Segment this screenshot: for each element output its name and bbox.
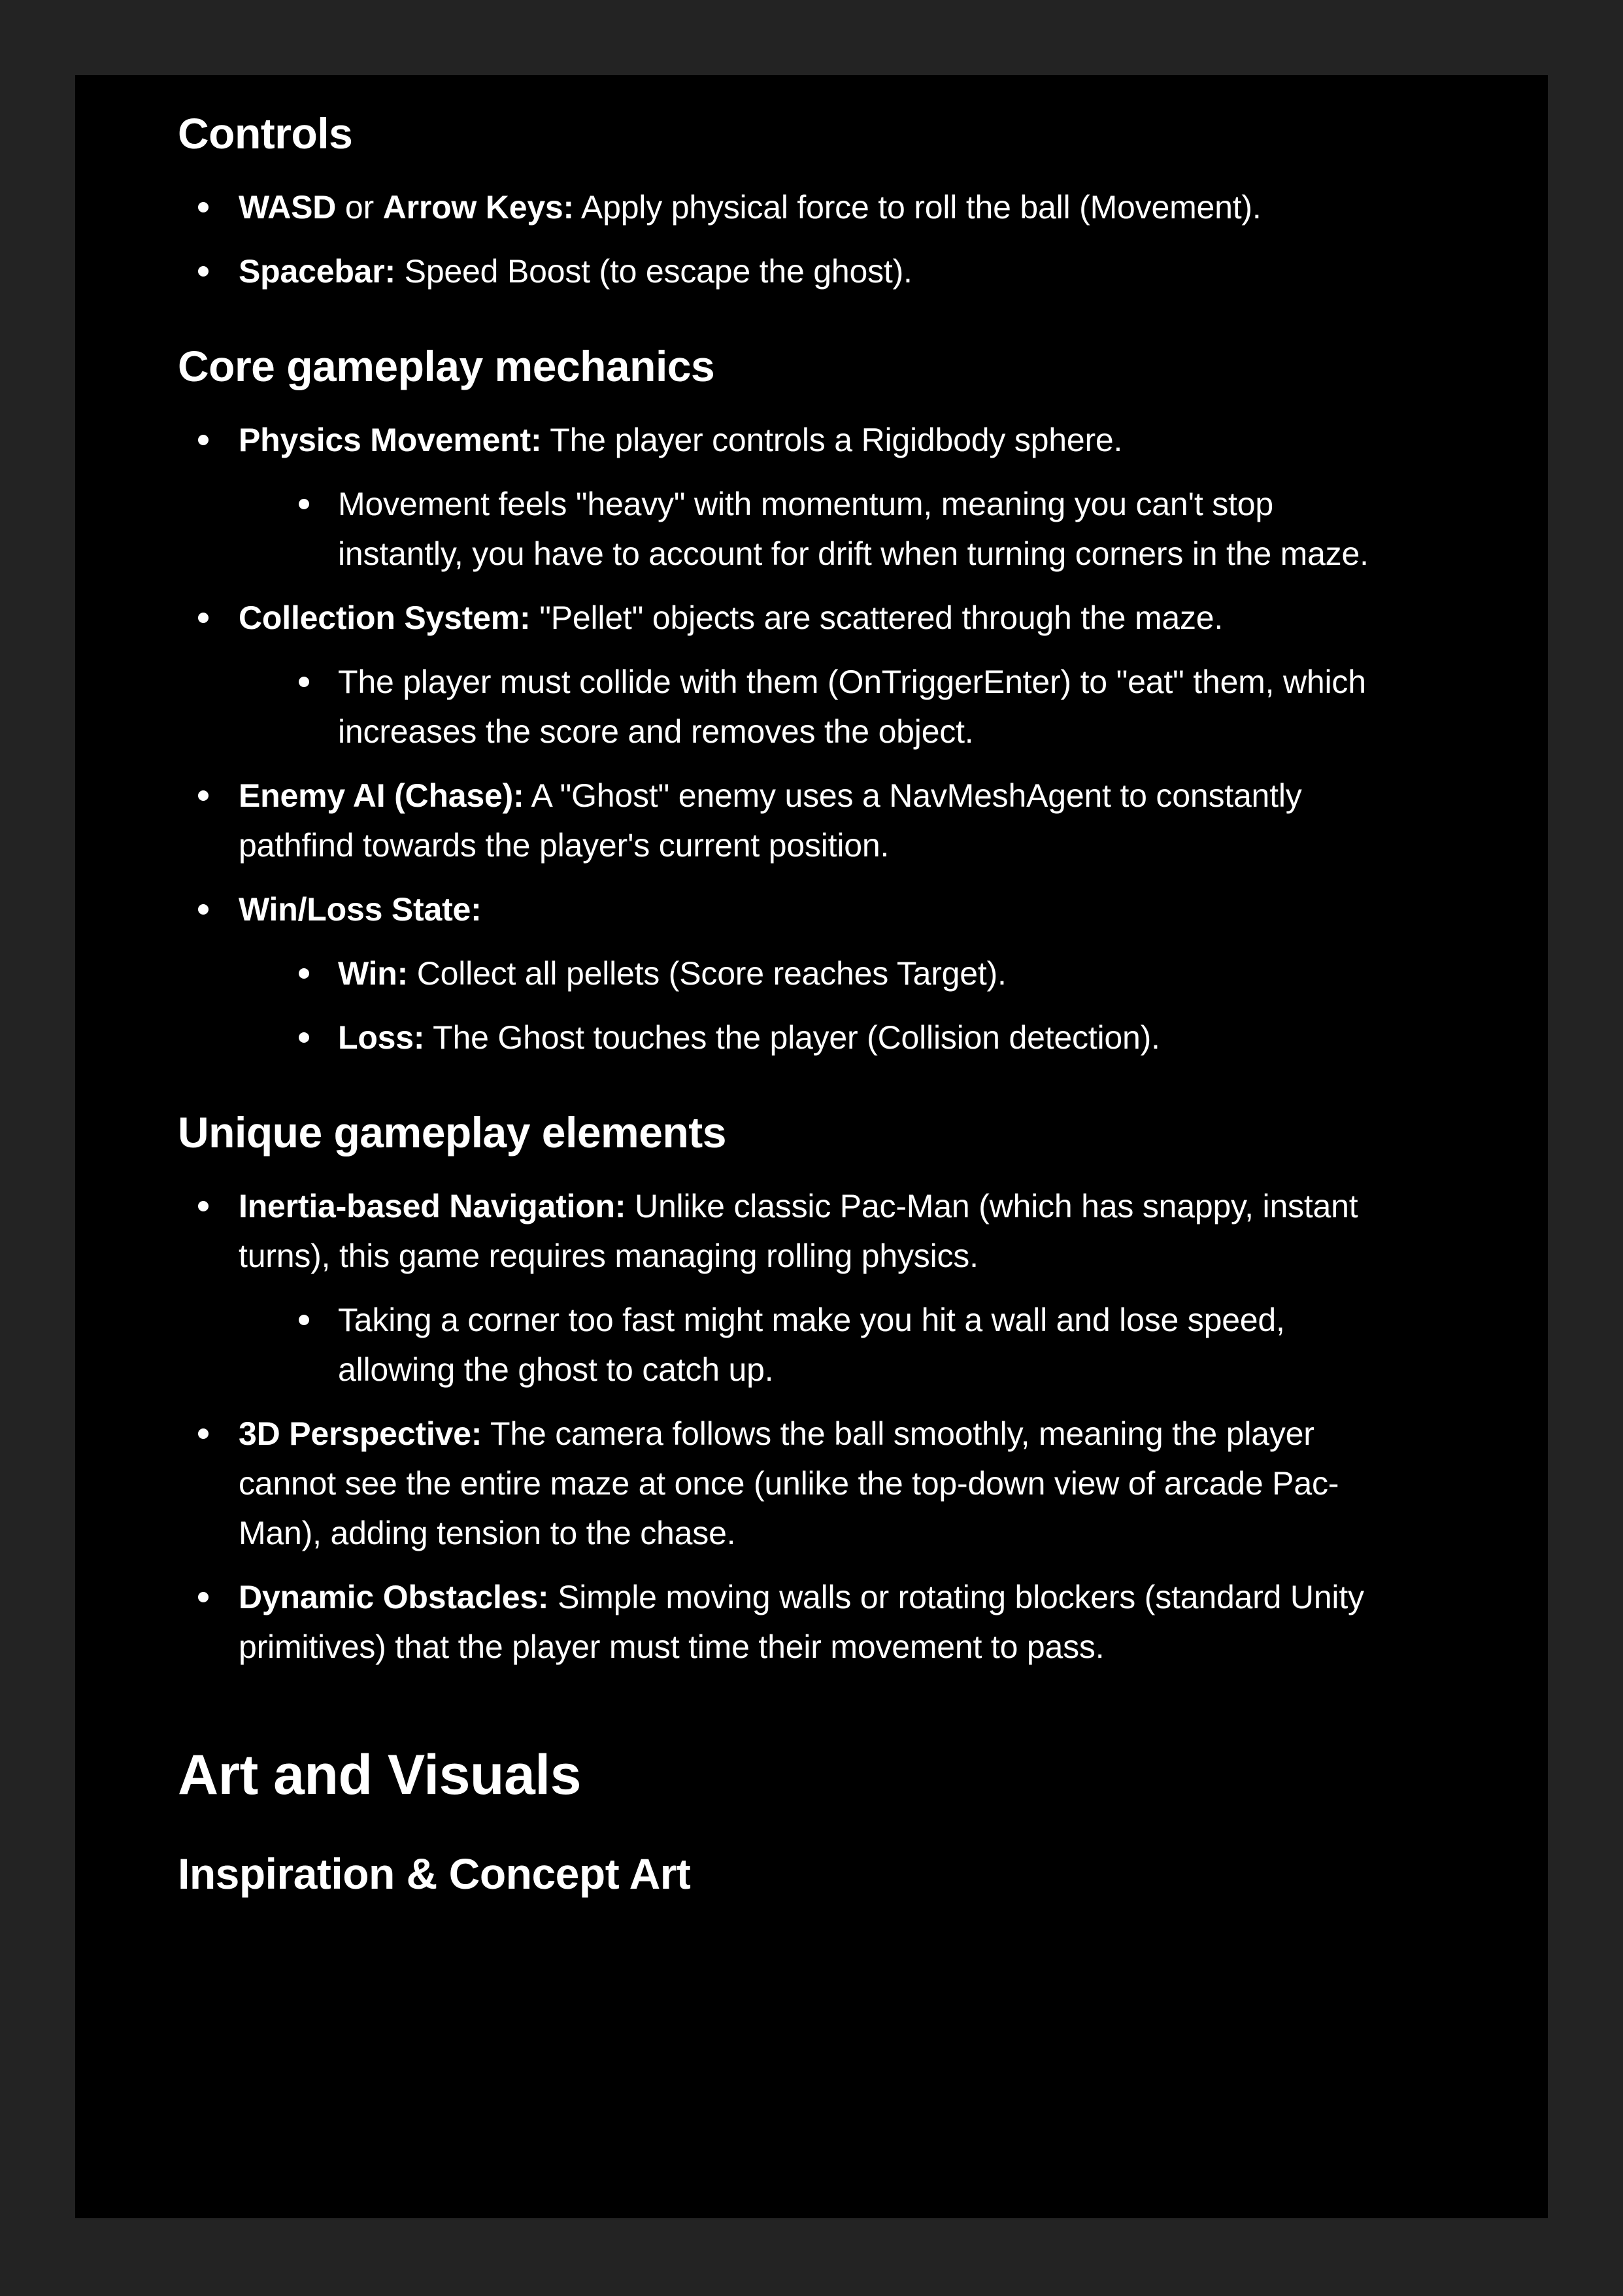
unique-elements-list: [178, 1181, 1445, 1672]
bullet-icon: [198, 266, 209, 277]
list-item-winloss-state: [178, 885, 1445, 934]
list-item-text: 3D Perspective: The camera follows the ball smoothly, meaning the player cannot see the entire maze at once (unlike the top-down view of arcade Pac- Man), adding tension to the chase.: [239, 1415, 1339, 1551]
bullet-icon: [299, 499, 309, 509]
list-item-text: WASD or Arrow Keys: Apply physical force to roll the ball (Movement).: [239, 189, 1262, 226]
list-item-text: Collection System: "Pellet" objects are scattered through the maze.: [239, 599, 1224, 636]
heading-core-gameplay-mechanics: Core gameplay mechanics: [178, 342, 715, 390]
bullet-icon: [198, 790, 209, 801]
list-item-text: Dynamic Obstacles: Simple moving walls or rotating blockers (standard Unity primitives) that the player must time their movement to pass.: [239, 1579, 1364, 1665]
list-item-3d-perspective: [178, 1409, 1445, 1558]
list-subitem-win: [178, 949, 1445, 998]
list-subitem-collide: [178, 657, 1445, 756]
list-item-wasd: [178, 182, 1445, 232]
list-item-text: Win/Loss State:: [239, 891, 482, 928]
list-subitem-corner: [178, 1295, 1445, 1394]
list-item-text: Enemy AI (Chase): A "Ghost" enemy uses a NavMeshAgent to constantly pathfind towards the player's current position.: [239, 777, 1302, 864]
list-item-text: Movement feels "heavy" with momentum, meaning you can't stop instantly, you have to account for drift when turning corners in the maze.: [338, 486, 1369, 572]
list-item-text: Taking a corner too fast might make you hit a wall and lose speed, allowing the ghost to catch up.: [338, 1302, 1285, 1388]
list-item-physics-movement: [178, 415, 1445, 465]
list-item-text: Win: Collect all pellets (Score reaches Target).: [338, 955, 1007, 992]
bullet-icon: [198, 435, 209, 445]
controls-list: [178, 182, 1445, 296]
list-item-enemy-ai: [178, 771, 1445, 870]
heading-unique-gameplay-elements: Unique gameplay elements: [178, 1108, 726, 1156]
list-item-text: Spacebar: Speed Boost (to escape the ghost).: [239, 253, 912, 290]
bullet-icon: [299, 1315, 309, 1325]
list-subitem-loss: [178, 1013, 1445, 1062]
list-item-dynamic-obstacles: [178, 1572, 1445, 1672]
bullet-icon: [198, 202, 209, 212]
list-item-text: The player must collide with them (OnTriggerEnter) to "eat" them, which increases the score and removes the object.: [338, 664, 1366, 750]
bullet-icon: [299, 1032, 309, 1043]
bullet-icon: [198, 1428, 209, 1439]
bullet-icon: [198, 613, 209, 623]
bullet-icon: [198, 904, 209, 915]
bullet-icon: [198, 1592, 209, 1602]
list-item-spacebar: [178, 246, 1445, 296]
document-page: [75, 75, 1548, 2218]
bullet-icon: [299, 968, 309, 979]
core-mechanics-list: [178, 415, 1445, 1062]
bullet-icon: [299, 677, 309, 687]
list-item-inertia-navigation: [178, 1181, 1445, 1281]
list-item-text: Physics Movement: The player controls a Rigidbody sphere.: [239, 422, 1123, 458]
list-subitem-momentum: [178, 479, 1445, 579]
bullet-icon: [198, 1201, 209, 1211]
list-item-collection-system: [178, 593, 1445, 643]
heading-art-and-visuals: Art and Visuals: [178, 1744, 582, 1806]
heading-inspiration-concept-art: Inspiration & Concept Art: [178, 1849, 691, 1898]
list-item-text: Inertia-based Navigation: Unlike classic Pac-Man (which has snappy, instant turns), this game requires managing rolling physics.: [239, 1188, 1358, 1274]
list-item-text: Loss: The Ghost touches the player (Collision detection).: [338, 1019, 1160, 1056]
heading-controls: Controls: [178, 109, 353, 158]
